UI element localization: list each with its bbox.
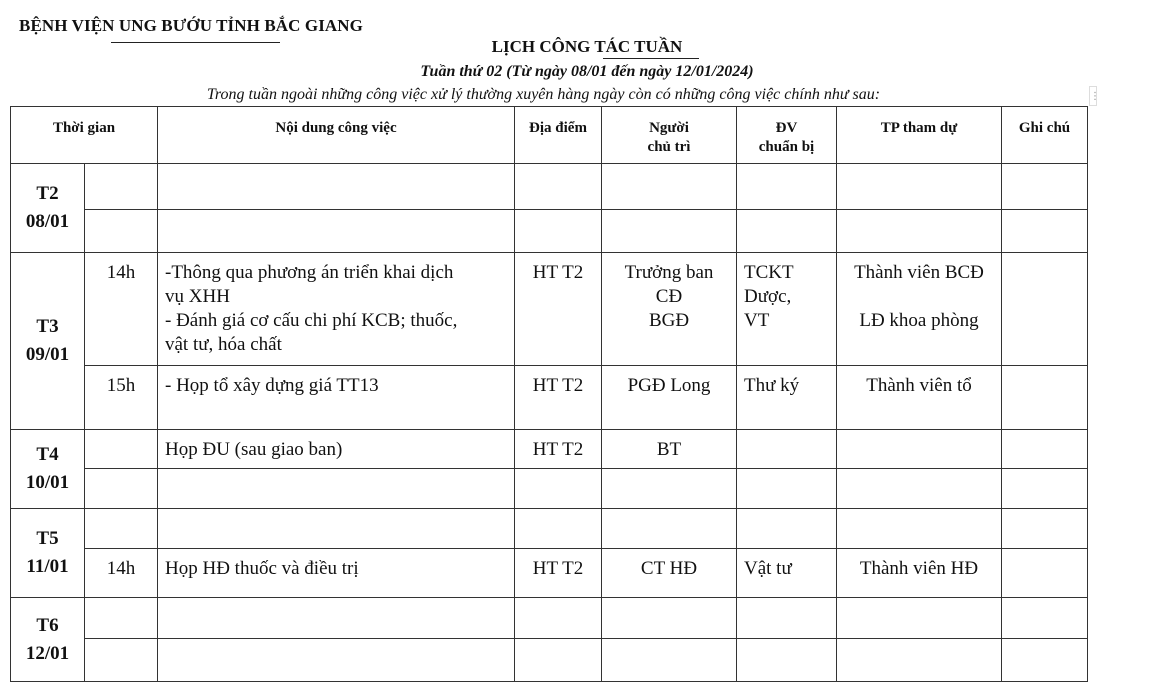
schedule-table (10, 106, 1088, 682)
location-cell (515, 639, 602, 682)
prep-cell (737, 509, 837, 549)
chair-cell-line: BGĐ (648, 310, 690, 331)
chair-cell-line: Trưởng ban (624, 262, 714, 283)
attendees-cell-line: Thành viên tổ (866, 375, 972, 396)
day-cell (11, 430, 85, 509)
prep-cell (737, 598, 837, 639)
chair-cell (602, 639, 737, 682)
day-date: 09/01 (25, 344, 70, 365)
location-cell: HT T2 (515, 366, 602, 430)
attendees-cell (837, 210, 1002, 253)
hospital-name: BỆNH VIỆN UNG BƯỚU TỈNH BẮC GIANG (19, 16, 363, 35)
day-date: 08/01 (25, 211, 70, 232)
prep-cell (737, 253, 837, 366)
schedule-title: LỊCH CÔNG TÁC TUẦN (491, 37, 683, 56)
prep-cell-line: VT (744, 310, 770, 331)
time-cell (85, 430, 158, 469)
header-prep-line: ĐV (775, 120, 798, 136)
chair-cell (602, 210, 737, 253)
prep-cell (737, 639, 837, 682)
day-date: 10/01 (25, 472, 70, 493)
attendees-cell (837, 253, 1002, 366)
content-cell-line: vật tư, hóa chất (165, 334, 282, 355)
schedule-title-underline (603, 58, 699, 59)
day-label: T6 (36, 614, 59, 636)
attendees-cell (837, 164, 1002, 210)
prep-cell (737, 469, 837, 509)
notes-cell (1002, 366, 1088, 430)
table-row (11, 430, 1088, 469)
prep-cell (737, 210, 837, 253)
prep-cell-line: Thư ký (744, 375, 800, 396)
table-row (11, 549, 1088, 598)
location-cell (515, 469, 602, 509)
prep-cell (737, 430, 837, 469)
header-notes: Ghi chú (1002, 107, 1088, 164)
location-cell (515, 509, 602, 549)
content-cell (158, 509, 515, 549)
chair-cell (602, 430, 737, 469)
intro-text: Trong tuần ngoài những công việc xử lý thường xuyên hàng ngày còn có những công việc chính như sau: (206, 86, 881, 103)
notes-cell (1002, 509, 1088, 549)
time-cell: 14h (85, 253, 158, 366)
content-cell (158, 469, 515, 509)
time-cell (85, 639, 158, 682)
day-date: 11/01 (26, 556, 69, 577)
table-row (11, 639, 1088, 682)
chair-cell (602, 164, 737, 210)
notes-cell (1002, 549, 1088, 598)
content-cell (158, 366, 515, 430)
table-row (11, 253, 1088, 366)
attendees-cell-line: Thành viên BCĐ (854, 262, 984, 283)
content-cell-line: Họp ĐU (sau giao ban) (165, 439, 343, 460)
table-row (11, 210, 1088, 253)
attendees-cell (837, 469, 1002, 509)
chair-cell (602, 469, 737, 509)
content-cell (158, 430, 515, 469)
location-cell (515, 164, 602, 210)
chair-cell-line: CĐ (655, 286, 683, 307)
prep-cell (737, 366, 837, 430)
time-cell: 15h (85, 366, 158, 430)
content-cell (158, 210, 515, 253)
table-row (11, 598, 1088, 639)
week-info: Tuần thứ 02 (Từ ngày 08/01 đến ngày 12/01/2024) (420, 63, 754, 80)
content-cell-line: Họp HĐ thuốc và điều trị (165, 558, 359, 579)
prep-cell-line: TCKT (744, 262, 794, 283)
content-cell-line: - Đánh giá cơ cấu chi phí KCB; thuốc, (165, 310, 458, 331)
content-cell (158, 164, 515, 210)
chair-cell (602, 598, 737, 639)
time-cell (85, 509, 158, 549)
location-cell: HT T2 (515, 253, 602, 366)
chair-cell (602, 549, 737, 598)
header-attendees: TP tham dự (837, 107, 1002, 164)
content-cell (158, 598, 515, 639)
time-cell (85, 469, 158, 509)
attendees-cell (837, 549, 1002, 598)
table-row (11, 469, 1088, 509)
prep-cell-line: Vật tư (744, 558, 792, 579)
time-cell: 14h (85, 549, 158, 598)
attendees-cell (837, 430, 1002, 469)
notes-cell (1002, 164, 1088, 210)
time-cell (85, 598, 158, 639)
content-cell-line: vụ XHH (165, 286, 230, 307)
content-cell-line: -Thông qua phương án triển khai dịch (165, 262, 454, 283)
notes-cell (1002, 430, 1088, 469)
notes-cell (1002, 253, 1088, 366)
prep-cell (737, 164, 837, 210)
prep-cell-line: Dược, (744, 286, 792, 307)
day-cell (11, 509, 85, 598)
attendees-cell (837, 598, 1002, 639)
location-cell (515, 210, 602, 253)
time-cell (85, 164, 158, 210)
day-label: T3 (36, 316, 59, 337)
time-cell (85, 210, 158, 253)
content-cell (158, 253, 515, 366)
day-cell (11, 253, 85, 430)
chair-cell (602, 509, 737, 549)
notes-cell (1002, 639, 1088, 682)
drag-handle-icon[interactable]: ⋮ (1089, 86, 1097, 106)
attendees-cell-line (837, 285, 1001, 309)
chair-cell-line: BT (656, 439, 682, 460)
location-cell: HT T2 (515, 549, 602, 598)
header-time: Thời gian (11, 107, 158, 164)
header-row (11, 107, 1088, 164)
location-cell: HT T2 (515, 430, 602, 469)
table-row (11, 366, 1088, 430)
day-label: T2 (36, 183, 59, 204)
day-label: T4 (36, 444, 59, 465)
header-prep (737, 107, 837, 164)
notes-cell (1002, 210, 1088, 253)
content-cell (158, 549, 515, 598)
header-prep-line: chuẩn bị (758, 139, 815, 155)
chair-cell-line: CT HĐ (640, 558, 698, 579)
header-chair-line: Người (649, 120, 689, 136)
attendees-cell (837, 366, 1002, 430)
chair-cell (602, 366, 737, 430)
attendees-cell (837, 639, 1002, 682)
content-cell-line: - Họp tổ xây dựng giá TT13 (165, 375, 379, 396)
header-chair (602, 107, 737, 164)
header-content: Nội dung công việc (158, 107, 515, 164)
day-cell (11, 164, 85, 253)
attendees-cell (837, 509, 1002, 549)
header-location: Địa điểm (515, 107, 602, 164)
attendees-cell-line: Thành viên HĐ (859, 558, 979, 579)
day-label: T5 (36, 528, 59, 549)
notes-cell (1002, 469, 1088, 509)
table-row (11, 509, 1088, 549)
prep-cell (737, 549, 837, 598)
day-cell (11, 598, 85, 682)
day-date: 12/01 (25, 642, 70, 664)
notes-cell (1002, 598, 1088, 639)
header-chair-line: chủ trì (647, 139, 691, 155)
attendees-cell-line: LĐ khoa phòng (859, 310, 979, 331)
content-cell (158, 639, 515, 682)
chair-cell-line: PGĐ Long (627, 375, 711, 396)
location-cell (515, 598, 602, 639)
chair-cell (602, 253, 737, 366)
table-row (11, 164, 1088, 210)
